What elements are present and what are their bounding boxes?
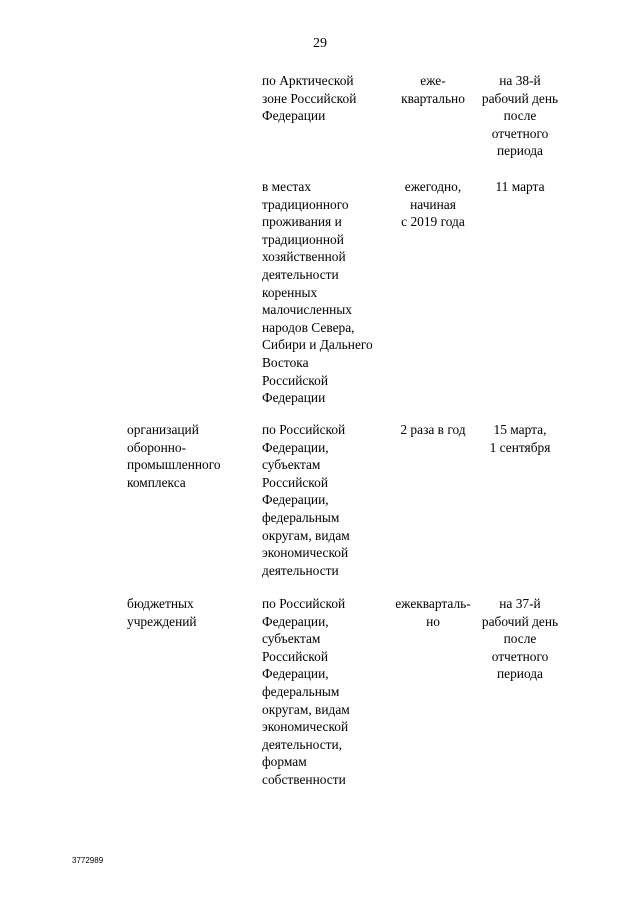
- cell-deadline: 11 марта: [495, 179, 545, 194]
- cell-scope: в местах традиционного проживания и традиционной хозяйственной деятельности коренных малочисленных народов Севера, Сибири и Дальнего Востока Российской Федерации: [262, 179, 373, 406]
- cell-frequency: ежегодно, начиная с 2019 года: [401, 179, 465, 230]
- cell-deadline: 15 марта, 1 сентября: [489, 422, 551, 455]
- cell-deadline: на 37-й рабочий день после отчетного периода: [481, 596, 559, 682]
- cell-scope: по Российской Федерации, субъектам Российской Федерации, федеральным округам, видам экономической деятельности: [262, 422, 350, 578]
- cell-frequency: ежекварталь- но: [395, 596, 471, 629]
- cell-frequency: еже- квартально: [401, 73, 465, 106]
- cell-subject: организаций оборонно- промышленного комплекса: [127, 422, 221, 490]
- cell-scope: по Арктической зоне Российской Федерации: [262, 73, 357, 124]
- cell-deadline: на 38-й рабочий день после отчетного периода: [481, 73, 559, 159]
- cell-subject: бюджетных учреждений: [127, 596, 197, 629]
- cell-frequency: 2 раза в год: [400, 422, 466, 437]
- cell-scope: по Российской Федерации, субъектам Российской Федерации, федеральным округам, видам экономической деятельности, формам собственности: [262, 596, 350, 787]
- document-id: 3772989: [72, 856, 104, 865]
- page-number: 29: [313, 36, 327, 51]
